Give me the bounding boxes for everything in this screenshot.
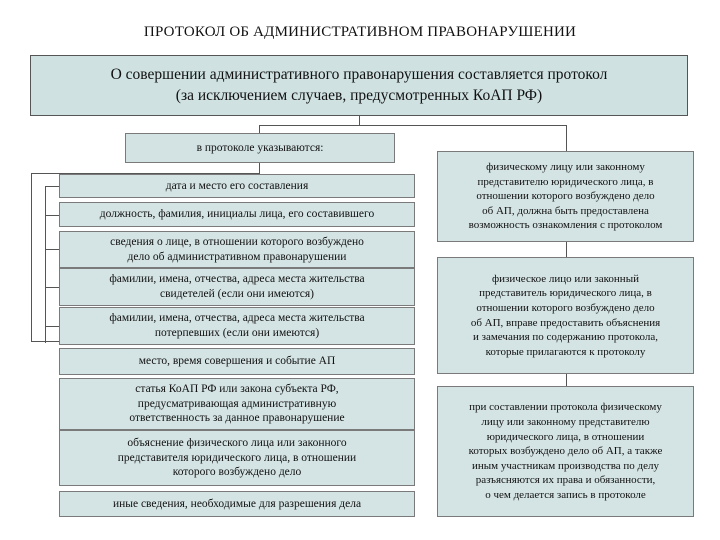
contents-item-witnesses: фамилии, имена, отчества, адреса места жительства свидетелей (если они имеются) [59,268,415,306]
connector-header-down [259,163,260,173]
connector-left-drop [259,125,260,133]
connector-branch-horizontal [259,125,566,126]
bracket-vertical-outer [31,173,32,341]
bracket-vertical-inner [45,186,46,343]
connector-right-1 [566,242,567,257]
contents-item-date-place: дата и место его составления [59,174,415,198]
contents-item-victims: фамилии, имена, отчества, адреса места жительства потерпевших (если они имеются) [59,307,415,345]
bracket-tick-4 [45,287,59,288]
right-box-familiarization: физическому лицу или законному представителю юридического лица, в отношении которого возбуждено дело об АП, должна быть предоставлена возможность ознакомления с протоколом [437,151,694,242]
main-protocol-box: О совершении административного правонарушения составляется протокол (за исключением случаев, предусмотренных КоАП РФ) [30,55,688,116]
contents-item-person: сведения о лице, в отношении которого возбуждено дело об административном правонарушении [59,231,415,268]
bracket-tick-2 [45,215,59,216]
contents-item-event: место, время совершения и событие АП [59,348,415,375]
bracket-tick-3 [45,249,59,250]
bracket-tick-1 [45,186,59,187]
right-box-explanations: физическое лицо или законный представитель юридического лица, в отношении которого возбуждено дело об АП, вправе предоставить объяснения и замечания по содержанию протокола, которые прилагаются к протоколу [437,257,694,374]
connector-right-2 [566,374,567,386]
connector-right-drop [566,125,567,151]
contents-item-article: статья КоАП РФ или закона субъекта РФ, предусматривающая административную ответственность за данное правонарушение [59,378,415,430]
right-box-rights: при составлении протокола физическому лицу или законному представителю юридического лица, в отношении которых возбуждено дело об АП, а также иным участникам производства по делу разъясняются их права и обязанности, о чем делается запись в протоколе [437,386,694,517]
bracket-tick-6 [31,341,59,342]
bracket-tick-5 [45,326,59,327]
contents-item-author: должность, фамилия, инициалы лица, его составившего [59,202,415,227]
contents-item-other: иные сведения, необходимые для разрешения дела [59,491,415,517]
page-title: ПРОТОКОЛ ОБ АДМИНИСТРАТИВНОМ ПРАВОНАРУШЕНИИ [143,24,577,40]
contents-header-box: в протоколе указываются: [125,133,395,163]
connector-main-down [359,116,360,125]
contents-item-explanation: объяснение физического лица или законного представителя юридического лица, в отношении которого возбуждено дело [59,430,415,486]
